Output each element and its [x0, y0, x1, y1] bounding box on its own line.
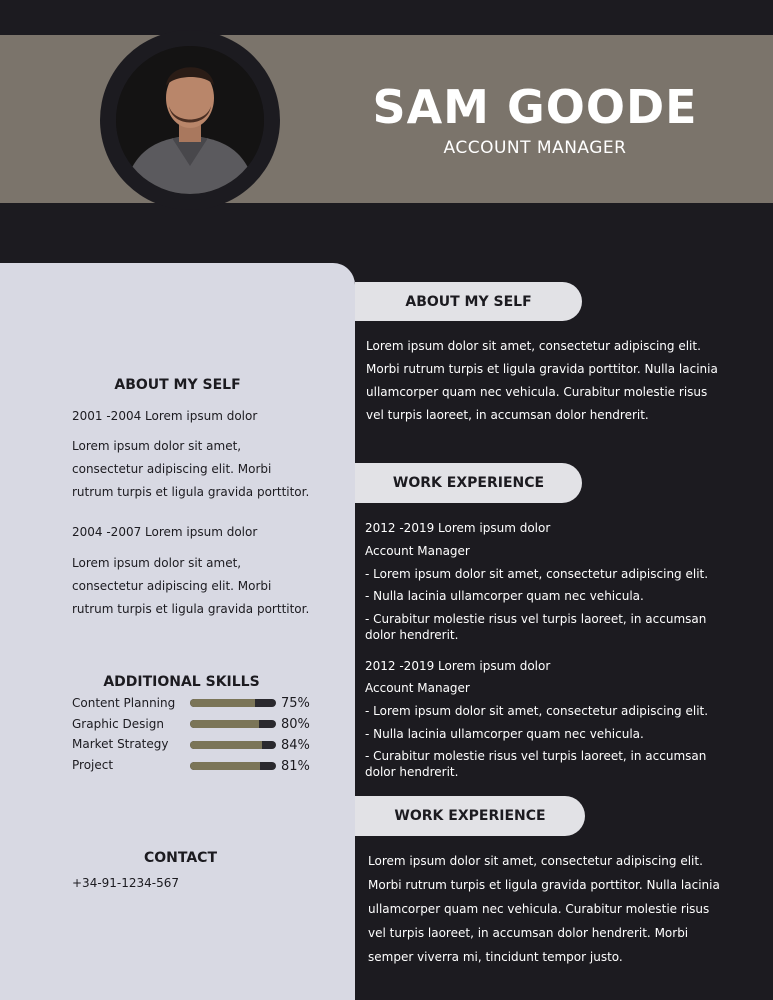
work-experience-heading-2: WORK EXPERIENCE [355, 796, 585, 836]
job-bullet-cont: dolor hendrerit. [365, 628, 459, 642]
left-about-heading: ABOUT MY SELF [114, 377, 241, 393]
skill-bar-fill [190, 699, 255, 707]
text-line: vel turpis laoreet, in accumsan dolor hendrerit. [366, 408, 649, 422]
text-line: Lorem ipsum dolor sit amet, [72, 556, 242, 570]
left-about-date-1: 2001 -2004 Lorem ipsum dolor [72, 409, 258, 423]
text-line: rutrum turpis et ligula gravida porttitor. [72, 602, 310, 616]
skill-label: Market Strategy [72, 737, 169, 751]
skill-percent: 75% [281, 696, 310, 711]
profile-photo [116, 46, 264, 194]
text-line: semper viverra mi, tincidunt tempor justo. [368, 950, 623, 964]
text-line: rutrum turpis et ligula gravida porttitor. [72, 485, 310, 499]
text-line: Lorem ipsum dolor sit amet, consectetur adipiscing elit. [366, 339, 701, 353]
left-about-date-2: 2004 -2007 Lorem ipsum dolor [72, 525, 258, 539]
job-bullet: - Curabitur molestie risus vel turpis laoreet, in accumsan [365, 612, 707, 626]
contact-phone: +34-91-1234-567 [72, 876, 180, 890]
skill-percent: 80% [281, 717, 310, 732]
skill-bar-fill [190, 741, 262, 749]
text-line: Morbi rutrum turpis et ligula gravida porttitor. Nulla lacinia [368, 878, 720, 892]
skill-bar [190, 741, 276, 749]
job-bullet: - Lorem ipsum dolor sit amet, consectetur adipiscing elit. [365, 567, 709, 581]
text-line: vel turpis laoreet, in accumsan dolor hendrerit. Morbi [368, 926, 689, 940]
skill-percent: 81% [281, 759, 310, 774]
job-role: Account Manager [365, 544, 470, 558]
text-line: consectetur adipiscing elit. Morbi [72, 462, 272, 476]
job-date: 2012 -2019 Lorem ipsum dolor [365, 521, 551, 535]
job-bullet: - Nulla lacinia ullamcorper quam nec vehicula. [365, 727, 644, 741]
skill-bar [190, 720, 276, 728]
skill-label: Project [72, 758, 114, 772]
skill-bar-fill [190, 720, 259, 728]
job-bullet: - Lorem ipsum dolor sit amet, consectetur adipiscing elit. [365, 704, 709, 718]
skill-label: Graphic Design [72, 717, 164, 731]
text-line: Lorem ipsum dolor sit amet, [72, 439, 242, 453]
job-role: Account Manager [365, 681, 470, 695]
text-line: ullamcorper quam nec vehicula. Curabitur molestie risus [366, 385, 708, 399]
skill-label: Content Planning [72, 696, 176, 710]
text-line: Morbi rutrum turpis et ligula gravida porttitor. Nulla lacinia [366, 362, 718, 376]
job-bullet-cont: dolor hendrerit. [365, 765, 459, 779]
work-experience-2-text [368, 849, 720, 969]
job-bullet: - Nulla lacinia ullamcorper quam nec vehicula. [365, 589, 644, 603]
text-line: Lorem ipsum dolor sit amet, consectetur adipiscing elit. [368, 854, 703, 868]
job-bullet: - Curabitur molestie risus vel turpis laoreet, in accumsan [365, 749, 707, 763]
job-title: ACCOUNT MANAGER [443, 138, 627, 158]
text-line: consectetur adipiscing elit. Morbi [72, 579, 272, 593]
contact-heading: CONTACT [143, 850, 217, 866]
left-about-text-1 [72, 435, 309, 504]
right-about-heading: ABOUT MY SELF [355, 282, 582, 321]
right-about-text [366, 335, 718, 427]
left-about-text-2 [72, 552, 309, 621]
skill-bar-fill [190, 762, 260, 770]
skills-heading: ADDITIONAL SKILLS [103, 674, 260, 690]
candidate-name: SAM GOODE [372, 80, 698, 134]
work-experience-heading: WORK EXPERIENCE [355, 463, 582, 503]
skill-bar [190, 699, 276, 707]
job-date: 2012 -2019 Lorem ipsum dolor [365, 659, 551, 673]
text-line: ullamcorper quam nec vehicula. Curabitur molestie risus [368, 902, 710, 916]
skill-percent: 84% [281, 738, 310, 753]
skill-bar [190, 762, 276, 770]
